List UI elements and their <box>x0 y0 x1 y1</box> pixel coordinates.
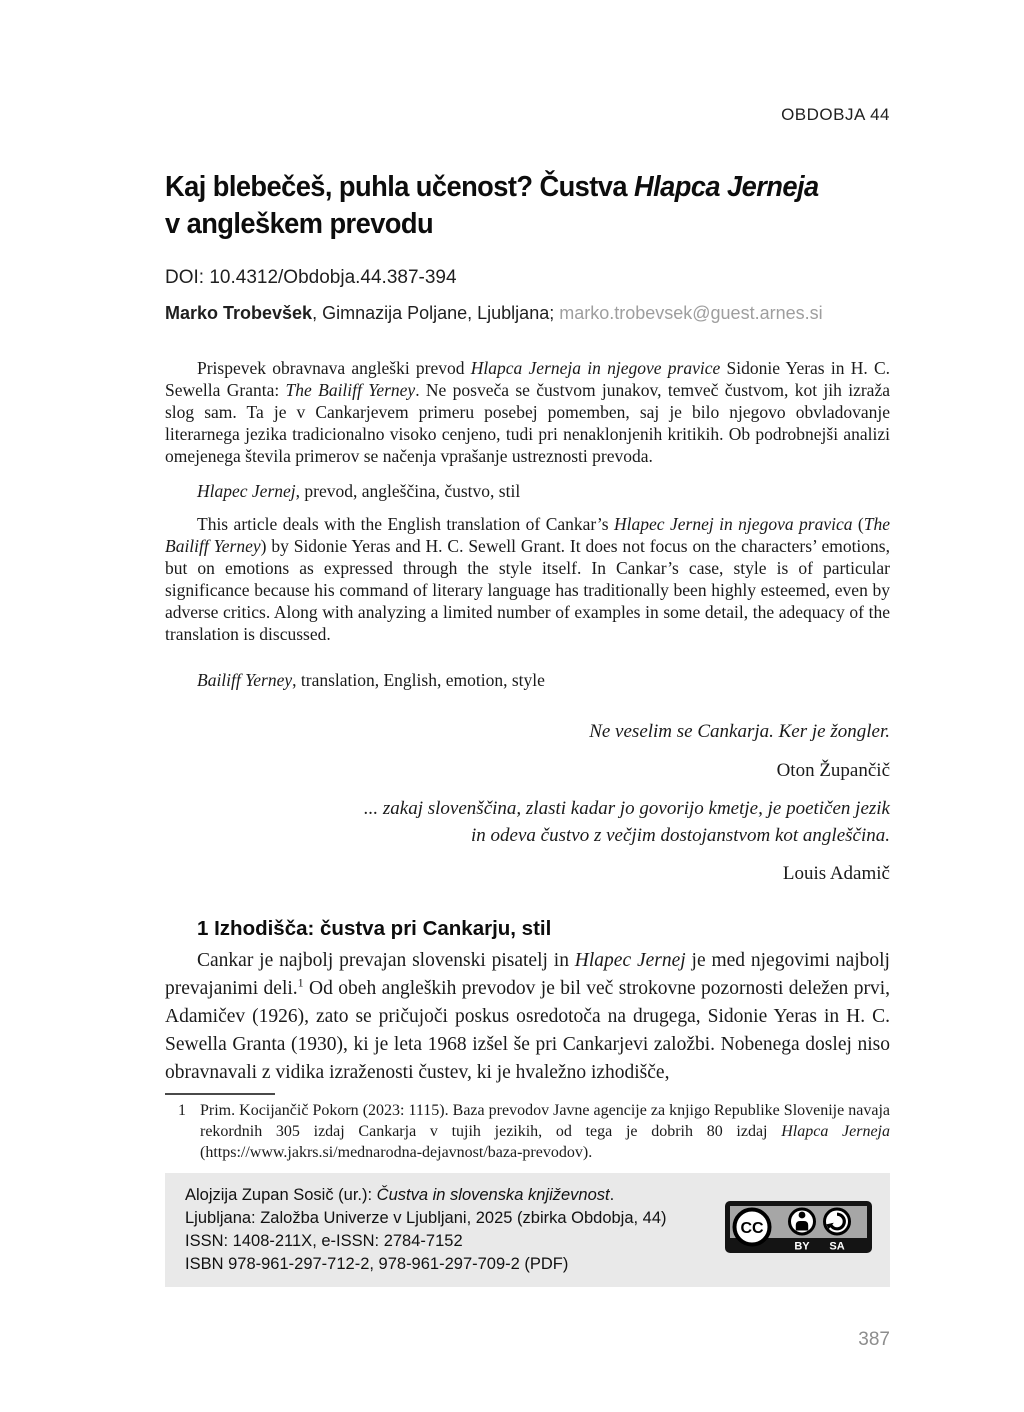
epigraph-quote-2-line2: in odeva čustvo z večjim dostojanstvom kot angleščina. <box>471 825 890 846</box>
epigraph-attribution-1: Oton Župančič <box>776 760 890 781</box>
colophon-editor: Alojzija Zupan Sosič (ur.): <box>185 1186 377 1204</box>
footnote-work-title: Hlapca Jerneja <box>781 1123 891 1140</box>
page-content <box>165 0 890 1351</box>
footnote-number: 1 <box>178 1102 186 1119</box>
author-line <box>165 303 890 324</box>
body-paragraph <box>165 947 890 1087</box>
article-title <box>165 169 890 243</box>
section-heading-1: 1 Izhodišča: čustva pri Cankarju, stil <box>197 917 552 940</box>
keywords-slovenian <box>165 480 890 502</box>
abstract-en-text: This article deals with the English translation of Cankar’s <box>197 514 614 534</box>
body-text: Od obeh angleških prevodov je bil več strokovne pozornosti deležen prvi, Adamičev (1926), zato se pričujoči poskus osredotoča na drugega, Sidonie Yeras in H. C. Sewella Granta (1930), ki je leta 1968 izšel še pri Cankarjevi založbi. Nobenega doslej niso obravnavali z vidika izraženosti čustev, ki je hvaležno izhodišče, <box>165 978 891 1083</box>
title-italic-work-name: Hlapca Jerneja <box>634 171 819 203</box>
epigraph-quote-2 <box>165 795 890 849</box>
abstract-sl-work-title: Hlapca Jerneja in njegove pravice <box>470 358 721 378</box>
colophon-publisher-line: Ljubljana: Založba Univerze v Ljubljani, 2025 (zbirka Obdobja, 44) <box>185 1209 667 1227</box>
author-email-link[interactable]: marko.trobevsek@guest.arnes.si <box>559 303 823 323</box>
abstract-en-translated-title: The Bailiff Yerney <box>165 514 890 556</box>
colophon-book-title: Čustva in slovenska književnost <box>376 1186 610 1204</box>
abstract-slovenian <box>165 357 890 467</box>
footnote-text <box>200 1100 890 1163</box>
abstract-sl-translated-title: The Bailiff Yerney <box>285 380 416 400</box>
footnote-url-text: (https://www.jakrs.si/mednarodna-dejavnost/baza-prevodov). <box>200 1144 593 1161</box>
cc-license-badge-graphic <box>725 1201 872 1253</box>
cc-logo-icon <box>735 1209 770 1244</box>
keywords-list-en: , translation, English, emotion, style <box>292 670 545 690</box>
body-text: Cankar je najbolj prevajan slovenski pisatelj in <box>197 950 575 971</box>
body-text: je med njegovimi najbolj prevajanimi deli. <box>165 950 890 999</box>
abstract-sl-text: Sidonie Yeras in H. C. Sewella Granta: <box>165 358 891 400</box>
colophon-isbn-line: ISBN 978-961-297-712-2, 978-961-297-709-2 (PDF) <box>185 1255 569 1273</box>
abstract-sl-text: . Ne posveča se čustvom junakov, temveč čustvom, kot jih izraža slog sam. Ta je v Cankarjevem primeru posebej pomemben, saj je bilo njegovo obvladovanje literarnega jezika tradicionalno visoko cenjeno, tudi pri nenaklonjenih kritikih. Ob podrobnejši analizi omejenega števila primerov se načenja vprašanje ustreznosti prevoda. <box>165 380 890 466</box>
footnote-reference-marker: 1 <box>297 975 304 990</box>
keywords-list: , prevod, angleščina, čustvo, stil <box>295 481 521 501</box>
author-name: Marko Trobevšek <box>165 303 313 323</box>
doi-line: DOI: 10.4312/Obdobja.44.387-394 <box>165 267 457 288</box>
page-number: 387 <box>858 1329 890 1350</box>
colophon-period: . <box>609 1186 615 1204</box>
abstract-en-text: ( <box>852 514 864 534</box>
colophon-editor-line <box>185 1184 707 1207</box>
epigraph-quote-2-line1: ... zakaj slovenščina, zlasti kadar jo govorijo kmetje, je poetičen jezik <box>363 798 890 819</box>
article-title-line1 <box>165 169 847 206</box>
cc-by-sa-license-badge[interactable] <box>725 1201 872 1260</box>
abstract-sl-text: Prispevek obravnava angleški prevod <box>197 358 471 378</box>
author-affiliation: , Gimnazija Poljane, Ljubljana; <box>312 303 560 323</box>
journal-issue-label: OBDOBJA 44 <box>781 105 890 124</box>
abstract-en-work-title: Hlapec Jernej in njegova pravica <box>614 514 853 534</box>
svg-text:CC: CC <box>740 1219 764 1237</box>
keywords-english <box>165 669 890 691</box>
keyword-work-title-en: Bailiff Yerney <box>197 670 293 690</box>
sa-share-alike-icon <box>825 1209 850 1234</box>
title-text: Kaj blebečeš, puhla učenost? Čustva <box>165 171 635 203</box>
epigraph-quote-1: Ne veselim se Cankarja. Ker je žongler. <box>589 721 890 742</box>
body-work-title: Hlapec Jernej <box>574 950 686 971</box>
colophon-issn-line: ISSN: 1408-211X, e-ISSN: 2784-7152 <box>185 1232 463 1250</box>
abstract-english <box>165 513 890 645</box>
footnote-body-text: Prim. Kocijančič Pokorn (2023: 1115). Baza prevodov Javne agencije za knjigo Republike Slovenije navaja rekordnih 305 izdaj Cankarja v tujih jezikih, od tega je dobrih 80 izdaj <box>200 1102 890 1140</box>
running-header <box>165 0 890 125</box>
epigraph-attribution-2: Louis Adamič <box>782 863 890 884</box>
by-person-icon <box>790 1209 815 1234</box>
footnote-separator-rule <box>165 1093 275 1095</box>
article-title-line2: v angleškem prevodu <box>165 208 434 240</box>
sa-label: SA <box>829 1240 845 1252</box>
footnote-1 <box>165 1100 890 1163</box>
abstract-en-text: ) by Sidonie Yeras and H. C. Sewell Grant. It does not focus on the characters’ emotions, but on emotions as expressed through the style itself. In Cankar’s case, style is of particular significance because his command of literary language has traditionally been highly esteemed, even by adverse critics. Along with analyzing a limited number of examples in some detail, the adequacy of the translation is discussed. <box>165 536 890 644</box>
colophon-text-block <box>185 1184 707 1276</box>
by-label: BY <box>794 1240 810 1252</box>
publication-colophon-box <box>165 1173 890 1287</box>
keyword-work-title: Hlapec Jernej <box>197 481 296 501</box>
